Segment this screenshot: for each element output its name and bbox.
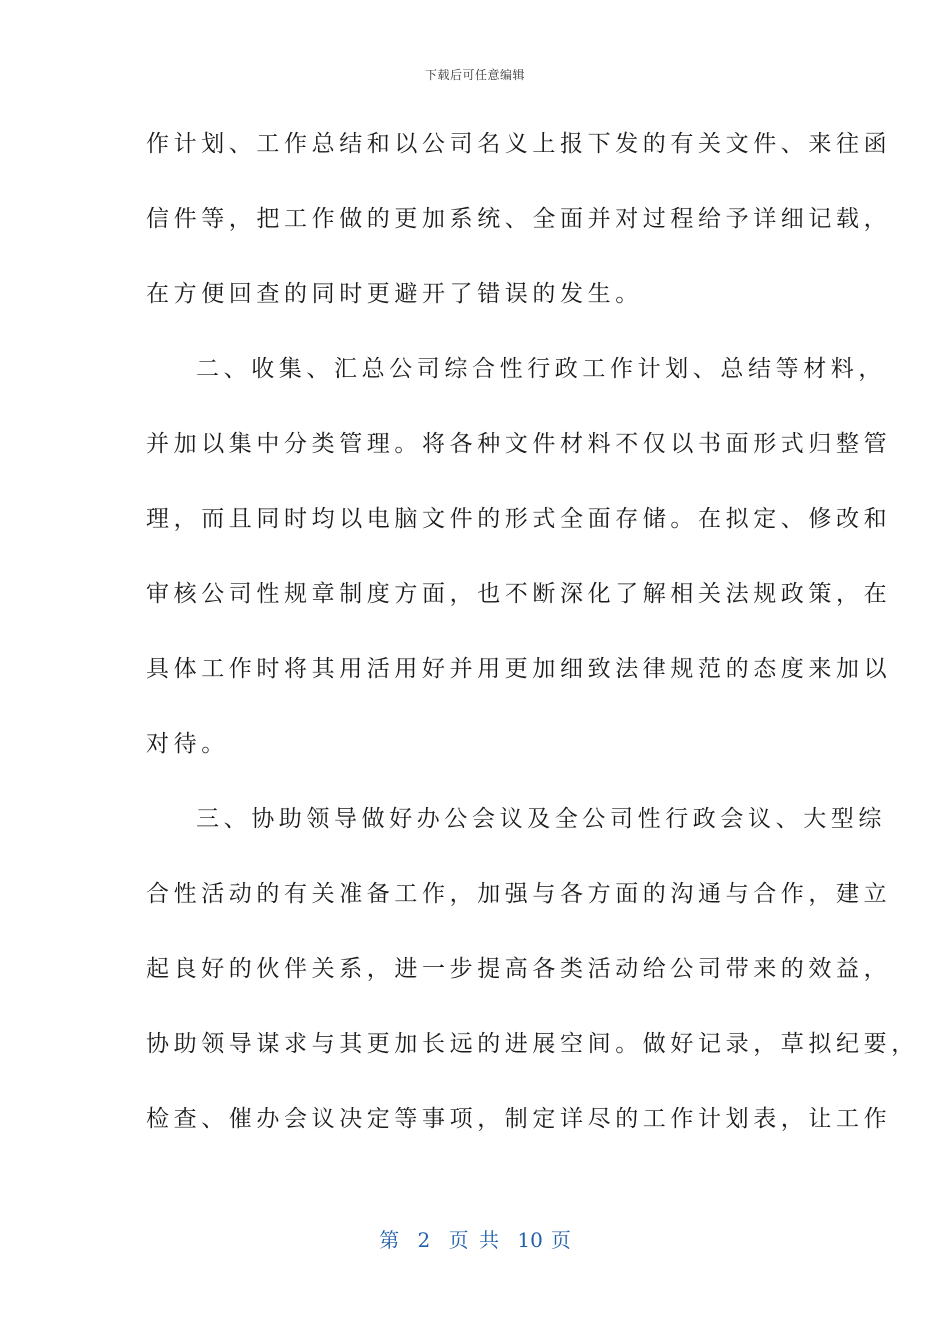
- header-note: 下载后可任意编辑: [424, 68, 525, 82]
- text-line: 理，而且同时均以电脑文件的形式全面存储。在拟定、修改和: [146, 506, 892, 532]
- text-line: 二、收集、汇总公司综合性行政工作计划、总结等材料，: [196, 356, 886, 382]
- text-line: 在方便回查的同时更避开了错误的发生。: [146, 281, 643, 307]
- text-line: 三、协助领导做好办公会议及全公司性行政会议、大型综: [196, 806, 886, 832]
- text-line: 审核公司性规章制度方面，也不断深化了解相关法规政策，在: [146, 581, 892, 607]
- text-line: 起良好的伙伴关系，进一步提高各类活动给公司带来的效益，: [146, 956, 892, 982]
- current-page-number: 2: [417, 1228, 431, 1252]
- footer-prefix: 第: [379, 1228, 400, 1252]
- text-line: 对待。: [146, 731, 229, 757]
- text-line: 信件等，把工作做的更加系统、全面并对过程给予详细记载，: [146, 206, 892, 232]
- text-line: 具体工作时将其用活用好并用更加细致法律规范的态度来加以: [146, 656, 892, 682]
- body-paragraphs: [146, 107, 919, 1157]
- footer-suffix: 页: [550, 1228, 571, 1252]
- page-number-footer: [0, 1224, 950, 1253]
- text-line: 作计划、工作总结和以公司名义上报下发的有关文件、来往函: [146, 131, 892, 157]
- text-line: 检查、催办会议决定等事项，制定详尽的工作计划表，让工作: [146, 1106, 892, 1132]
- text-line: 并加以集中分类管理。将各种文件材料不仅以书面形式归整管: [146, 431, 892, 457]
- footer-middle: 页 共: [448, 1228, 499, 1252]
- text-line: 合性活动的有关准备工作，加强与各方面的沟通与合作，建立: [146, 881, 892, 907]
- text-line: 协助领导谋求与其更加长远的进展空间。做好记录，草拟纪要，: [146, 1031, 919, 1057]
- total-page-count: 10: [517, 1228, 543, 1252]
